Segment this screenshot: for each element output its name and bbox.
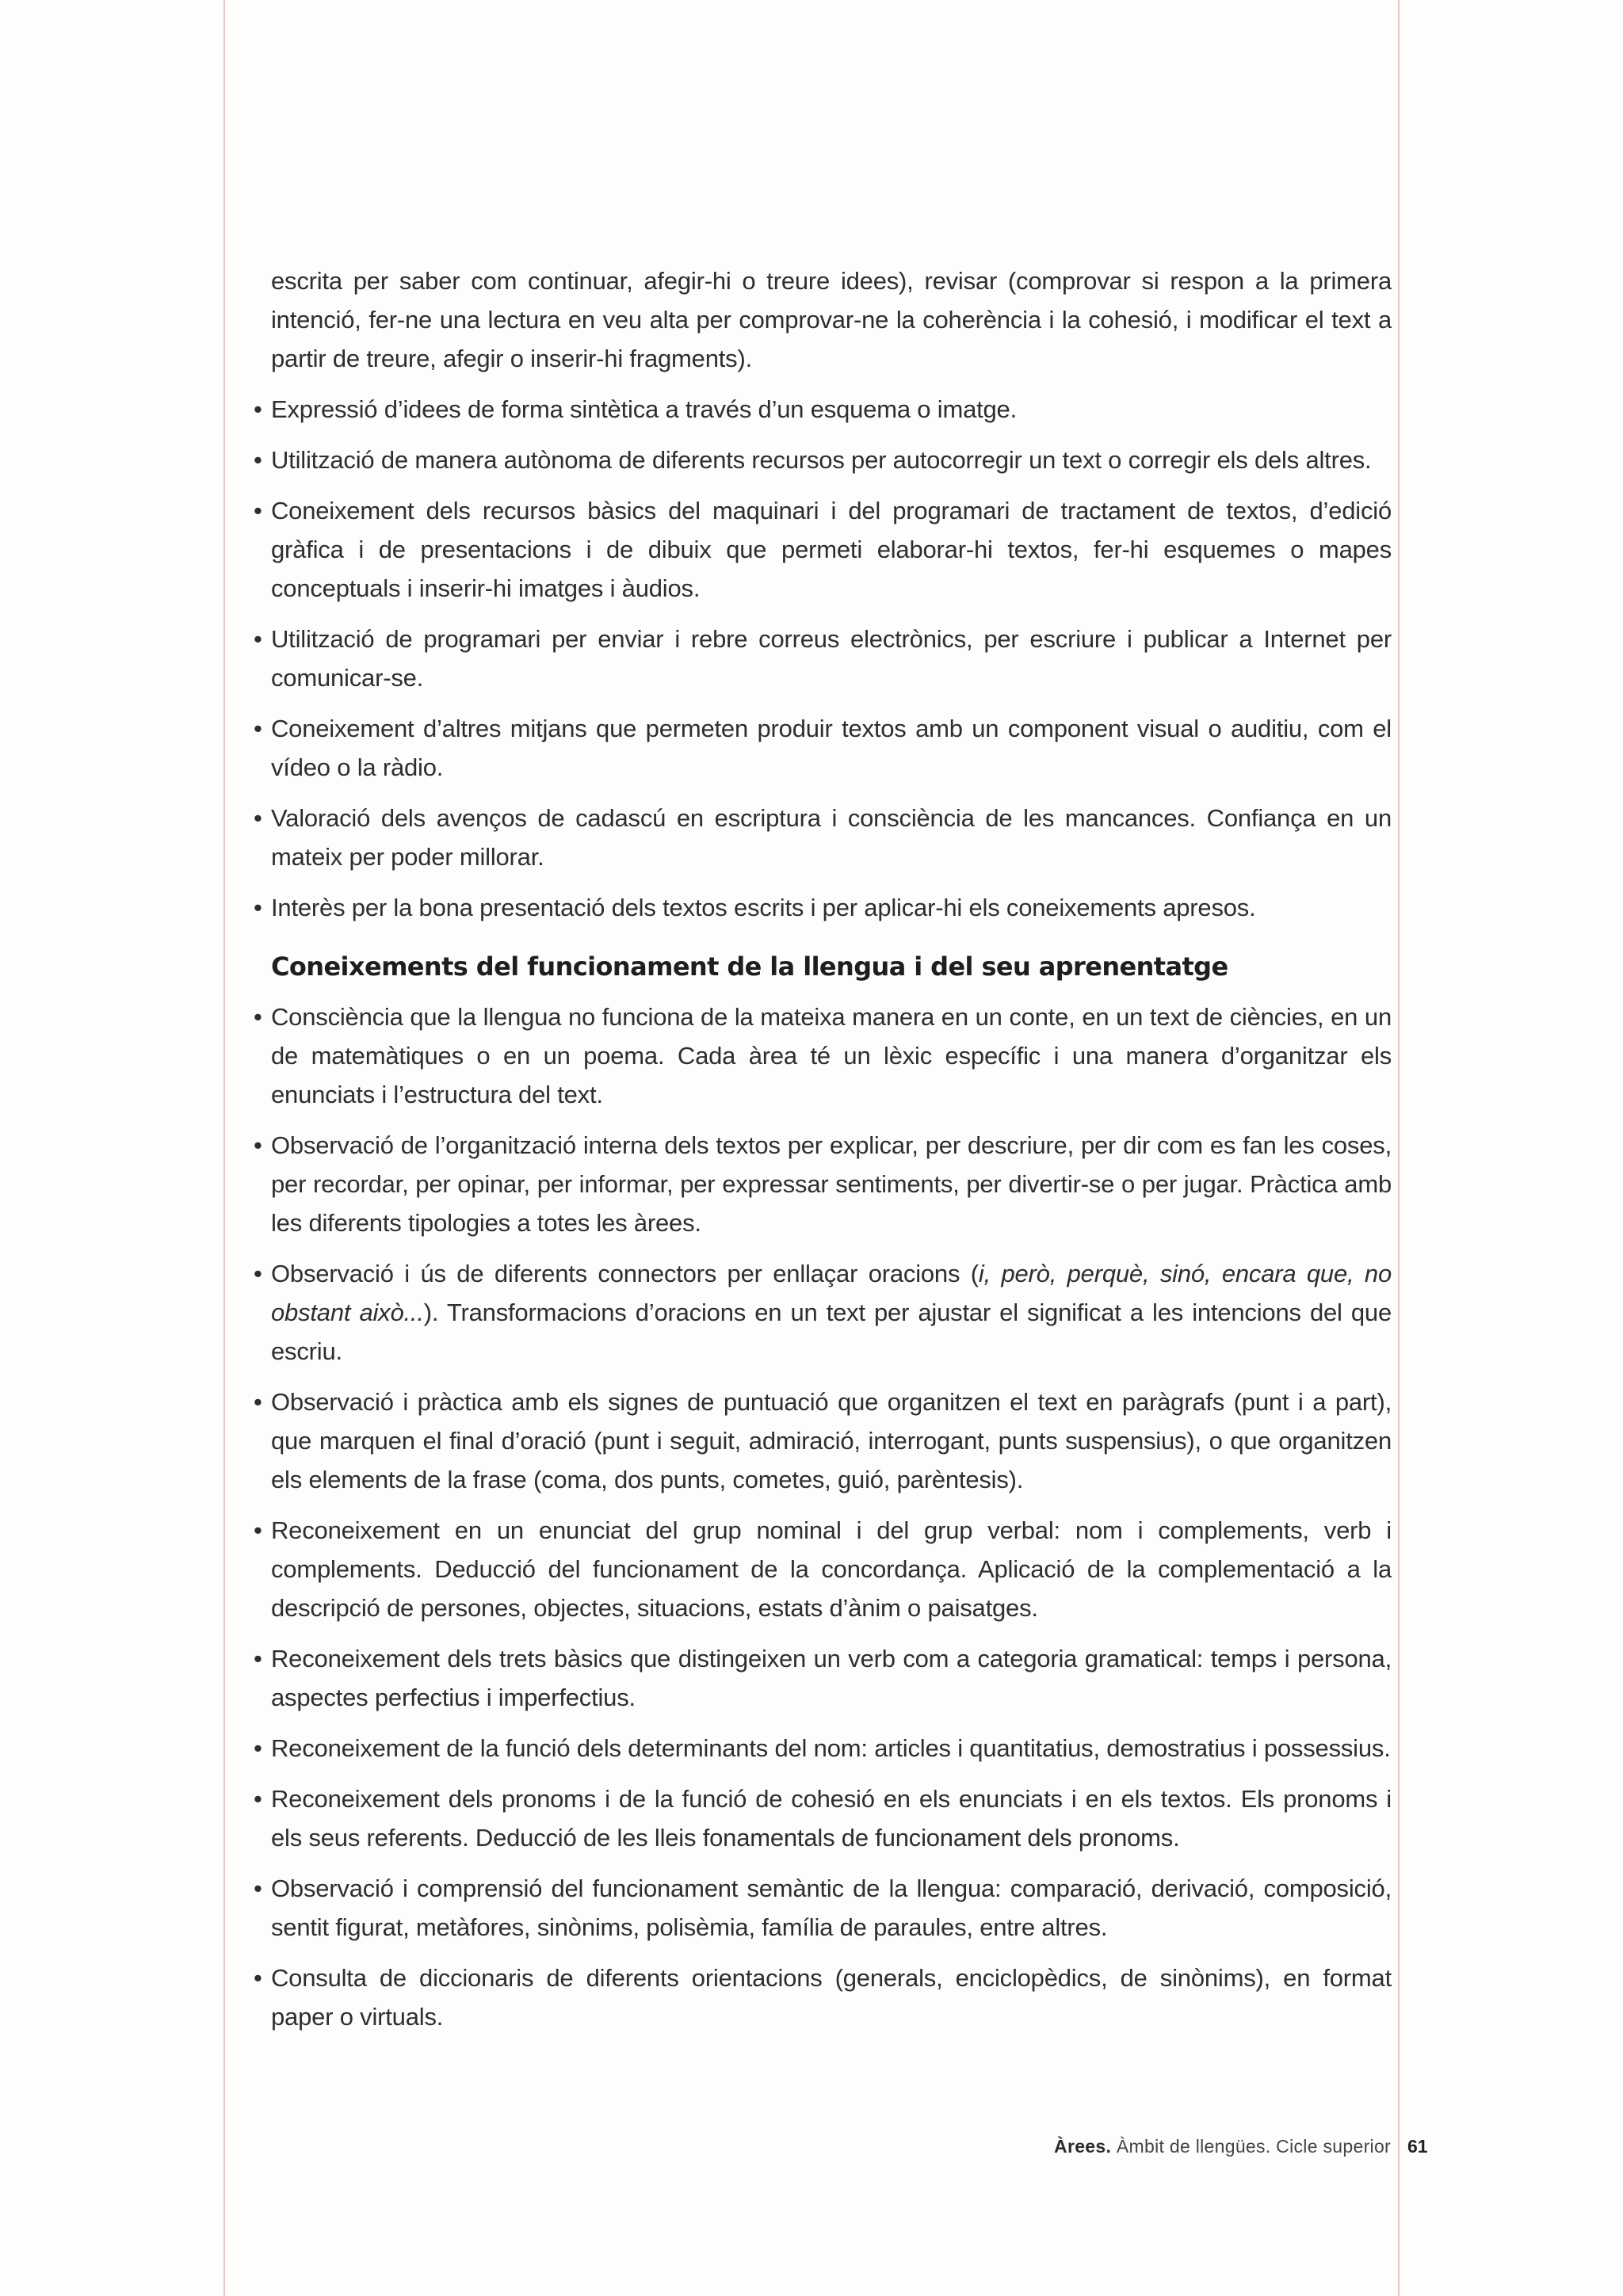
list-item-text: Utilització de programari per enviar i rebre correus electrònics, per escriure i publicar a Internet per comunicar-se. (271, 625, 1392, 692)
footer-title: Àmbit de llengües. Cicle superior (1116, 2136, 1391, 2157)
bullet-icon: • (254, 1964, 262, 1992)
list-item (254, 1869, 1392, 1947)
bullet-icon: • (254, 1388, 262, 1416)
page-body (254, 261, 1392, 2048)
bullet-icon: • (254, 1785, 262, 1813)
list-item-text: Coneixement d’altres mitjans que permeten produir textos amb un component visual o auditiu, com el vídeo o la ràdio. (271, 715, 1392, 781)
list-item (254, 1779, 1392, 1857)
list-item (254, 1383, 1392, 1499)
list-item-text: Consulta de diccionaris de diferents orientacions (generals, enciclopèdics, de sinònims), en format paper o virtuals. (271, 1964, 1392, 2031)
list-item (254, 390, 1392, 429)
list-item-text: Reconeixement de la funció dels determinants del nom: articles i quantitatius, demostratius i possessius. (271, 1734, 1391, 1762)
list-item (254, 799, 1392, 876)
list-item-text: Reconeixement dels trets bàsics que distingeixen un verb com a categoria gramatical: temps i persona, aspectes perfectius i imperfectius. (271, 1645, 1392, 1711)
bullet-icon: • (254, 1131, 262, 1159)
bullet-icon: • (254, 1875, 262, 1902)
list-item-text: Coneixement dels recursos bàsics del maquinari i del programari de tractament de textos, d’edició gràfica i de presentacions i de dibuix que permeti elaborar-hi textos, fer-hi esquemes o mapes conceptuals i inserir-hi imatges i àudios. (271, 497, 1392, 602)
bullet-icon: • (254, 1260, 262, 1287)
list-item-text: Consciència que la llengua no funciona de la mateixa manera en un conte, en un text de ciències, en un de matemàtiques o en un poema. Cada àrea té un lèxic específic i una manera d’organitzar els enunciats i l’estructura del text. (271, 1003, 1392, 1108)
bullet-icon: • (254, 497, 262, 524)
bullet-list-b (254, 997, 1392, 2036)
list-item (254, 620, 1392, 697)
bullet-icon: • (254, 804, 262, 832)
list-item-connectors (254, 1254, 1392, 1371)
bullet-icon: • (254, 715, 262, 742)
list-item (254, 1126, 1392, 1242)
list-item (254, 1729, 1392, 1768)
list-item-text-before: Observació i ús de diferents connectors per enllaçar oracions ( (271, 1260, 979, 1287)
list-item-text: Reconeixement dels pronoms i de la funció de cohesió en els enunciats i en els textos. Els pronoms i els seus referents. Deducció de les lleis fonamentals de funcionament dels pronoms. (271, 1785, 1392, 1852)
bullet-icon: • (254, 625, 262, 653)
list-item (254, 888, 1392, 927)
bullet-icon: • (254, 395, 262, 423)
list-item-text: Observació i comprensió del funcionament semàntic de la llengua: comparació, derivació, composició, sentit figurat, metàfores, sinònims, polisèmia, família de paraules, entre altres. (271, 1875, 1392, 1941)
continuation-paragraph: escrita per saber com continuar, afegir-hi o treure idees), revisar (comprovar si respon a la primera intenció, fer-ne una lectura en veu alta per comprovar-ne la coherència i la cohesió, i modificar el text a partir de treure, afegir o inserir-hi fragments). (271, 267, 1392, 372)
list-item (254, 491, 1392, 608)
list-item (254, 441, 1392, 479)
running-footer (872, 2134, 1391, 2158)
bullet-icon: • (254, 446, 262, 474)
list-item-text: Observació i pràctica amb els signes de puntuació que organitzen el text en paràgrafs (punt i a part), que marquen el final d’oració (punt i seguit, admiració, interrogant, punts suspensius), o que organitzen els elements de la frase (coma, dos punts, cometes, guió, parèntesis). (271, 1388, 1392, 1493)
list-item (254, 1958, 1392, 2036)
bullet-icon: • (254, 1645, 262, 1672)
list-item (254, 997, 1392, 1114)
connectors-examples: i, però, perquè, sinó, encara que, no obstant això... (271, 1260, 1392, 1326)
page-number: 61 (1407, 2136, 1428, 2157)
right-margin-rule (1398, 0, 1400, 2296)
list-item-text: Expressió d’idees de forma sintètica a través d’un esquema o imatge. (271, 395, 1018, 423)
bullet-icon: • (254, 1516, 262, 1544)
list-item-text: Observació de l’organització interna dels textos per explicar, per descriure, per dir com es fan les coses, per recordar, per opinar, per informar, per expressar sentiments, per divertir-se o per jugar. Pràctica amb les diferents tipologies a totes les àrees. (271, 1131, 1392, 1237)
footer-section: Àrees. (1054, 2136, 1112, 2157)
list-item-text: Reconeixement en un enunciat del grup nominal i del grup verbal: nom i complements, verb i complements. Deducció del funcionament de la concordança. Aplicació de la complementació a la descripció de persones, objectes, situacions, estats d’ànim o paisatges. (271, 1516, 1392, 1622)
section-heading: Coneixements del funcionament de la llengua i del seu aprenentatge (271, 952, 1228, 982)
list-item (254, 1639, 1392, 1717)
list-item (254, 1511, 1392, 1627)
list-item-text-after: ). Transformacions d’oracions en un text per ajustar el significat a les intencions del que escriu. (271, 1299, 1392, 1365)
list-item (254, 709, 1392, 787)
list-item-text: Utilització de manera autònoma de diferents recursos per autocorregir un text o corregir els dels altres. (271, 446, 1372, 474)
left-margin-rule (223, 0, 225, 2296)
bullet-list-a (254, 390, 1392, 927)
bullet-icon: • (254, 1734, 262, 1762)
list-item-text: Valoració dels avenços de cadascú en escriptura i consciència de les mancances. Confiança en un mateix per poder millorar. (271, 804, 1392, 871)
list-item-text: Interès per la bona presentació dels textos escrits i per aplicar-hi els coneixements apresos. (271, 894, 1256, 921)
bullet-icon: • (254, 894, 262, 921)
bullet-icon: • (254, 1003, 262, 1031)
